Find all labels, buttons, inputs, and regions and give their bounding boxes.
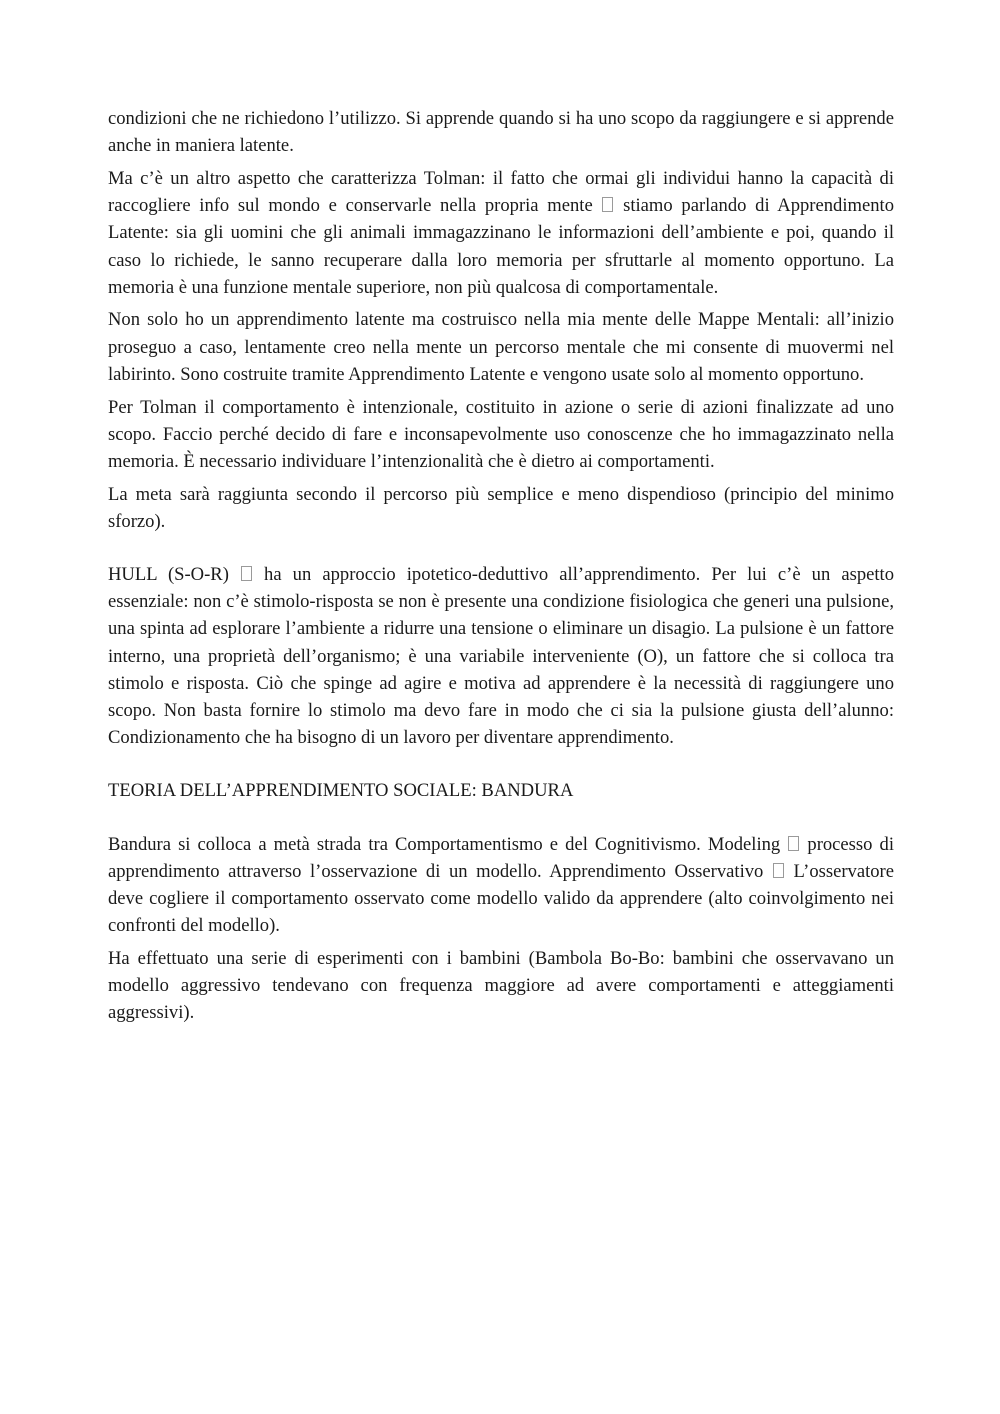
paragraph-intentional-behavior [108,394,894,476]
document-page [108,105,894,1032]
paragraph-text: Bandura si colloca a metà strada tra Comportamentismo e del Cognitivismo. Modeling [108,833,788,855]
paragraph-text: HULL (S-O-R) [108,564,240,586]
missing-glyph-arrow-icon [773,863,784,878]
missing-glyph-arrow-icon [241,566,252,581]
paragraph-bobo-doll [108,945,894,1027]
paragraph-mental-maps [108,306,894,388]
paragraph-text: Ma c’è un altro aspetto che caratterizza Tolman: il fatto che ormai gli individui hanno la capacità di raccogliere info sul mondo e conservarle nella propria mente [108,167,894,217]
paragraph-minimum-effort [108,481,894,535]
paragraph-text: Non solo ho un apprendimento latente ma costruisco nella mia mente delle Mappe Mentali: all’inizio proseguo a caso, lentamente creo nella mente un percorso mentale che mi consente di muovermi nel labirinto. Sono costruite tramite Apprendimento Latente e vengono usate solo al momento opportuno. [108,309,894,385]
paragraph-bandura-modeling [108,831,894,940]
section-heading-bandura [108,777,894,804]
paragraph-text: processo di apprendimento attraverso l’osservazione di un modello. Apprendimento Osservativo [108,833,894,882]
paragraph-text: Ha effettuato una serie di esperimenti con i bambini (Bambola Bo-Bo: bambini che osservavano un modello aggressivo tendevano con frequenza maggiore ad avere comportamenti e atteggiamenti aggressivi). [108,947,894,1024]
paragraph-text: La meta sarà raggiunta secondo il percorso più semplice e meno dispendioso (principio del minimo sforzo). [108,483,894,532]
paragraph-hull [108,561,894,751]
paragraph-text: L’osservatore deve cogliere il comportamento osservato come modello valido da apprendere (alto coinvolgimento nei confronti del modello). [108,860,894,937]
heading-text: TEORIA DELL’APPRENDIMENTO SOCIALE: BANDURA [108,780,574,802]
missing-glyph-arrow-icon [602,197,613,212]
paragraph-text: Per Tolman il comportamento è intenzionale, costituito in azione o serie di azioni finalizzate ad uno scopo. Faccio perché decido di fare e inconsapevolmente uso conoscenze che ho immagazzinato nella memoria. È necessario individuare l’intenzionalità che è dietro ai comportamenti. [108,396,894,472]
missing-glyph-arrow-icon [788,836,799,851]
paragraph-text: stiamo parlando di Apprendimento Latente: sia gli uomini che gli animali immagazzinano le informazioni dell’ambiente e poi, quando il caso lo richiede, le sanno recuperare dalla loro memoria per sfruttarle al momento opportuno. La memoria è una funzione mentale superiore, non più qualcosa di comportamentale. [108,195,894,298]
paragraph-tolman-latent-learning [108,165,894,301]
paragraph-text: ha un approccio ipotetico-deduttivo all’apprendimento. Per lui c’è un aspetto essenziale: non c’è stimolo-risposta se non è presente una condizione fisiologica che generi una pulsione, una spinta ad esplorare l’ambiente a ridurre una tensione o eliminare un disagio. La pulsione è un fattore interno, una proprietà dell’organismo; è una variabile interveniente (O), un fattore che si colloca tra stimolo e risposta. Ciò che spinge ad agire e motiva ad apprendere è la necessità di raggiungere uno scopo. Non basta fornire lo stimolo ma devo fare in modo che ci sia la pulsione giusta dell’alunno: Condizionamento che ha bisogno di un lavoro per diventare apprendimento. [108,564,894,749]
paragraph-tolman-conditions [108,105,894,159]
paragraph-text: condizioni che ne richiedono l’utilizzo. Si apprende quando si ha uno scopo da raggiungere e si apprende anche in maniera latente. [108,108,894,157]
